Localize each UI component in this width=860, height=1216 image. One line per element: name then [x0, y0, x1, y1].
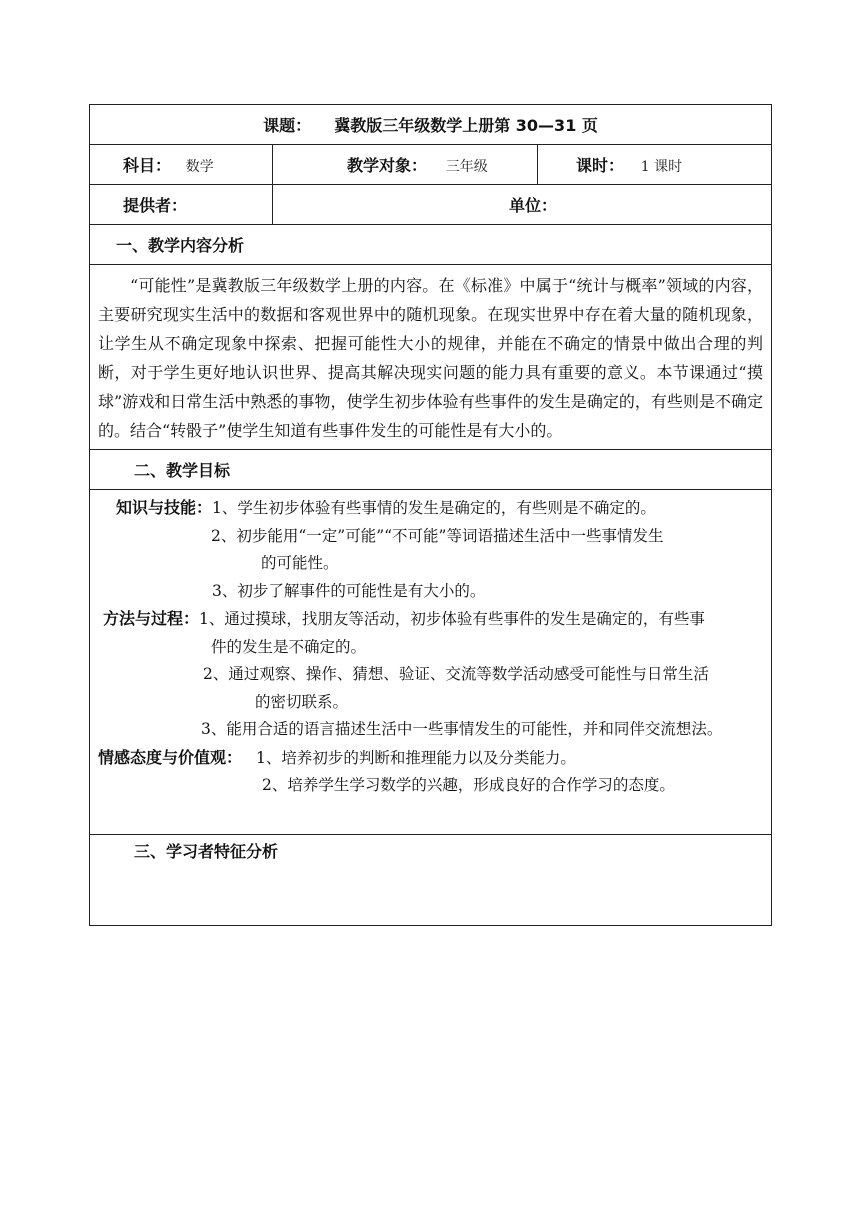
knowledge-item-2a: 2、初步能用“一定”可能”“不可能”等词语描述生活中一些事情发生	[211, 526, 664, 545]
section1-body-row	[90, 265, 772, 450]
section2-body-row	[90, 490, 772, 835]
knowledge-item-3: 3、初步了解事件的可能性是有大小的。	[212, 581, 486, 600]
title-cell	[90, 105, 772, 145]
knowledge-line-1	[90, 494, 771, 523]
method-item-3: 3、能用合适的语言描述生活中一些事情发生的可能性，并和同伴交流想法。	[201, 720, 723, 738]
method-item-1b: 件的发生是不确定的。	[211, 637, 367, 656]
section3-heading: 三、学习者特征分析	[134, 841, 279, 861]
unit-cell	[273, 185, 772, 225]
emotion-item-1: 1、培养初步的判断和推理能力以及分类能力。	[256, 748, 576, 767]
section3-cell	[90, 834, 772, 925]
provider-row	[90, 185, 772, 225]
emotion-label: 情感态度与价值观：	[98, 747, 243, 767]
method-line-1	[90, 605, 771, 634]
section1-body: “可能性”是冀教版三年级数学上册的内容。在《标准》中属于“统计与概率”领域的内容，主要研究现实生活中的数据和客观世界中的随机现象。在现实世界中存在着大量的随机现象，让学生从不确定现象中探索、把握可能性大小的规律，并能在不确定的情景中做出合理的判断，对于学生更好地认识世界、提高其解决现实问题的能力具有重要的意义。本节课通过“摸球”游戏和日常生活中熟悉的事物，使学生初步体验有些事件的发生是确定的，有些则是不确定的。结合“转骰子”使学生知道有些事件发生的可能性是有大小的。	[90, 265, 772, 450]
emotion-item-2: 2、培养学生学习数学的兴趣，形成良好的合作学习的态度。	[262, 776, 675, 794]
period-cell	[538, 145, 772, 185]
lesson-plan-sheet	[89, 104, 771, 926]
target-cell	[273, 145, 538, 185]
section2-heading-cell	[90, 450, 772, 490]
knowledge-label: 知识与技能：	[116, 498, 213, 517]
title-value: 冀教版三年级数学上册第 30—31 页	[334, 116, 598, 135]
method-item-2a: 2、通过观察、操作、猜想、验证、交流等数学活动感受可能性与日常生活	[203, 665, 709, 683]
info-row	[90, 145, 772, 185]
knowledge-item-1: 1、学生初步体验有些事情的发生是确定的，有些则是不确定的。	[212, 499, 656, 517]
unit-label: 单位：	[509, 196, 558, 215]
section2-heading: 二、教学目标	[134, 461, 231, 480]
subject-value: 数学	[185, 159, 214, 175]
method-item-2b: 的密切联系。	[255, 692, 349, 711]
target-label: 教学对象：	[347, 156, 428, 175]
emotion-line-1	[90, 744, 771, 773]
section3-row	[90, 834, 772, 925]
method-label: 方法与过程：	[103, 609, 200, 628]
provider-cell	[90, 185, 273, 225]
lesson-plan-table	[89, 104, 772, 926]
period-label: 课时：	[576, 156, 625, 175]
provider-label: 提供者：	[123, 196, 188, 215]
subject-label: 科目：	[123, 156, 172, 175]
title-row	[90, 105, 772, 145]
section2-heading-row	[90, 450, 772, 490]
knowledge-item-2b: 的可能性。	[261, 554, 339, 572]
title-label: 课题：	[263, 116, 312, 135]
section2-body	[90, 490, 772, 835]
section1-heading: 一、教学内容分析	[116, 236, 245, 255]
section1-heading-cell	[90, 225, 772, 265]
method-item-1a: 1、通过摸球，找朋友等活动，初步体验有些事件的发生是确定的，有些事	[199, 610, 705, 628]
subject-cell	[90, 145, 273, 185]
section1-heading-row	[90, 225, 772, 265]
period-value: 1 课时	[640, 159, 683, 175]
target-value: 三年级	[445, 159, 488, 175]
